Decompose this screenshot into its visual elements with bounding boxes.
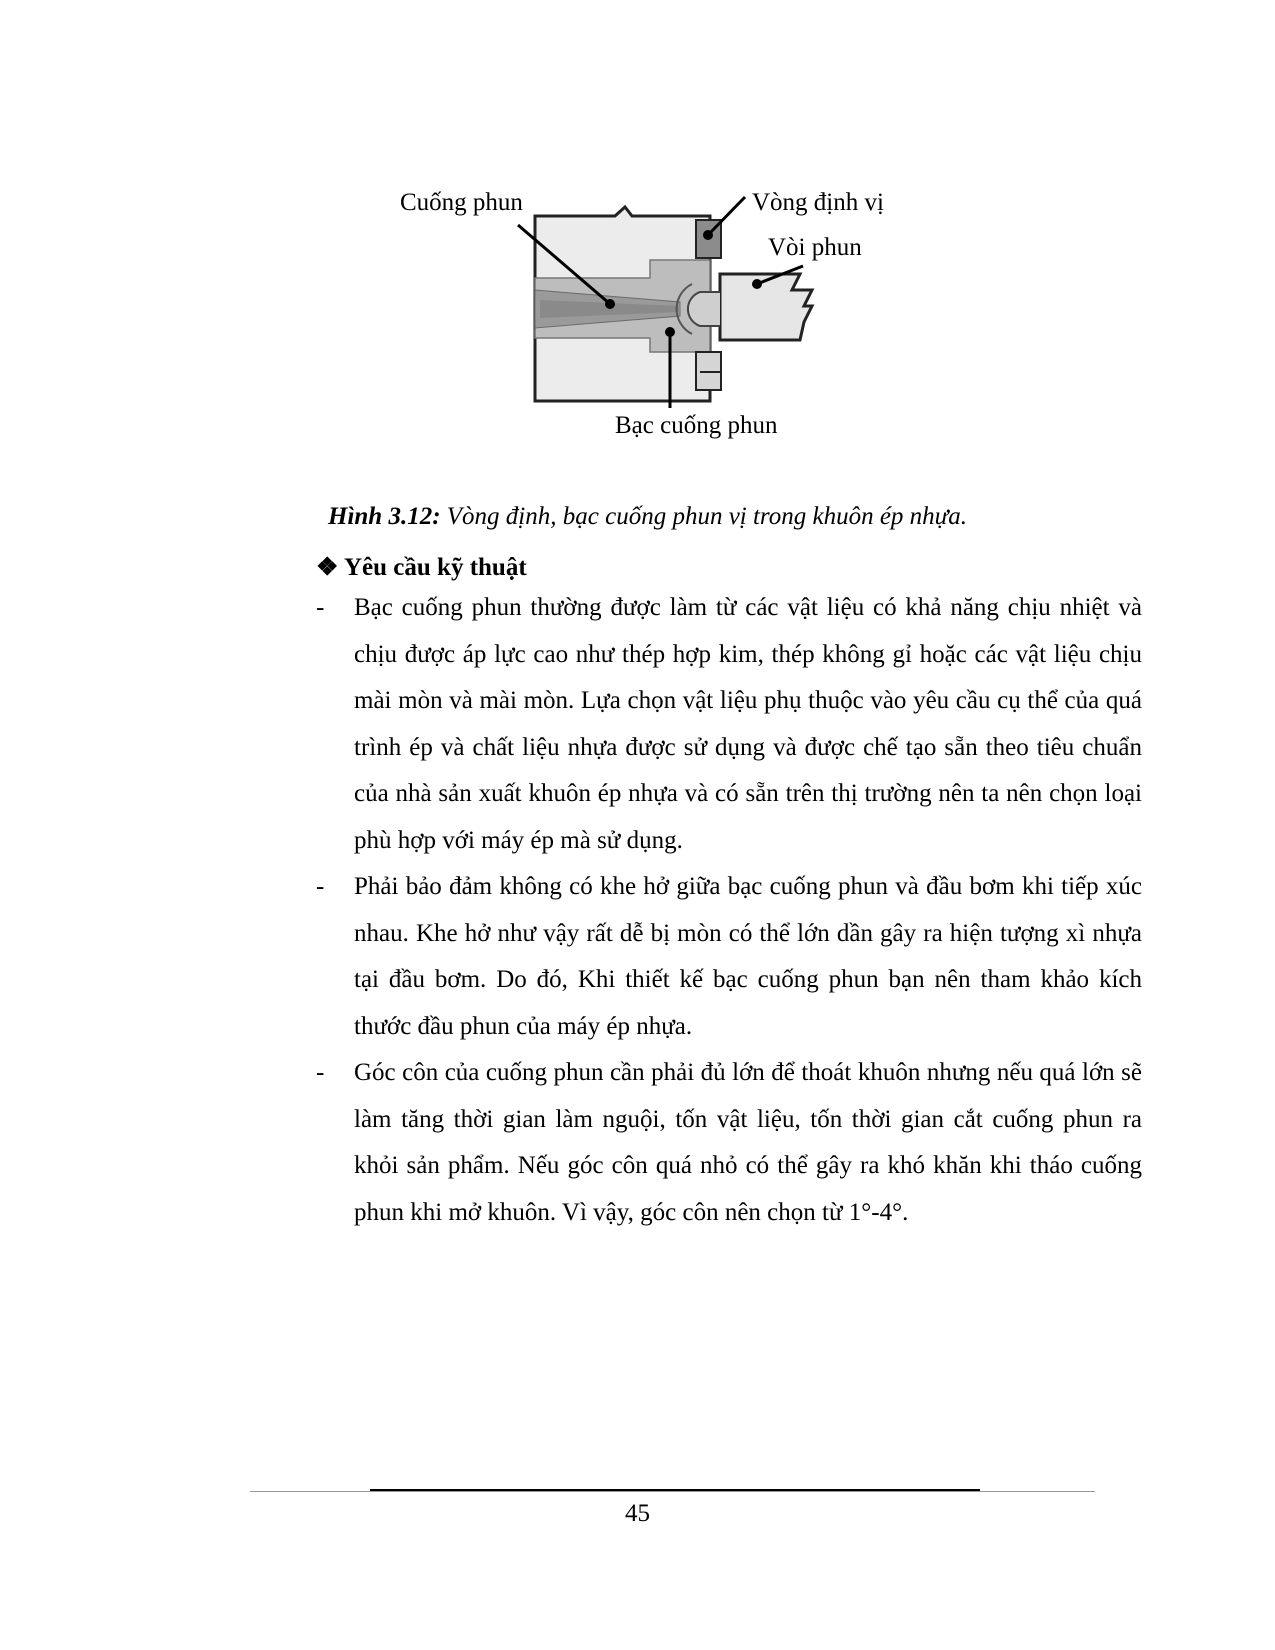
list-item (316, 585, 1142, 864)
dash-marker: - (316, 873, 325, 900)
list-item-text: Phải bảo đảm không có khe hở giữa bạc cuống phun và đầu bơm khi tiếp xúc nhau. Khe hở như vậy rất dễ bị mòn có thể lớn dần gây ra hiện tượng xì nhựa tại đầu bơm. Do đó, Khi thiết kế bạc cuống phun bạn nên tham khảo kích thước đầu phun của máy ép nhựa. (354, 873, 1142, 1040)
requirements-list (316, 585, 1142, 1236)
section-heading-text: Yêu cầu kỹ thuật (344, 554, 527, 581)
label-sprue: Cuống phun (400, 189, 523, 216)
caption-text: Vòng định, bạc cuống phun vị trong khuôn ép nhựa. (440, 503, 968, 530)
section-heading (316, 552, 527, 582)
list-item-text: Góc côn của cuống phun cần phải đủ lớn để thoát khuôn nhưng nếu quá lớn sẽ làm tăng thời gian làm nguội, tốn vật liệu, tốn thời gian cắt cuống phun ra khỏi sản phẩm. Nếu góc côn quá nhỏ có thể gây ra khó khăn khi tháo cuống phun khi mở khuôn. Vì vậy, góc côn nên chọn từ 1°-4°. (354, 1059, 1142, 1226)
figure-caption (328, 503, 967, 531)
list-item (316, 864, 1142, 1050)
dash-marker: - (316, 1059, 325, 1086)
label-nozzle: Vòi phun (768, 234, 862, 261)
list-item (316, 1050, 1142, 1236)
label-sprue-bushing: Bạc cuống phun (615, 412, 778, 439)
page-number: 45 (625, 1500, 650, 1527)
sprue-bushing-figure (400, 180, 920, 460)
footer-divider-thick (370, 1489, 980, 1491)
diamond-bullet-icon: ❖ (316, 554, 339, 581)
footer-divider-thin (250, 1491, 1095, 1492)
label-locating-ring: Vòng định vị (752, 189, 884, 216)
dash-marker: - (316, 594, 325, 621)
caption-label: Hình 3.12: (328, 503, 441, 530)
list-item-text: Bạc cuống phun thường được làm từ các vật liệu có khả năng chịu nhiệt và chịu được áp lực cao như thép hợp kim, thép không gỉ hoặc các vật liệu chịu mài mòn và mài mòn. Lựa chọn vật liệu phụ thuộc vào yêu cầu cụ thể của quá trình ép và chất liệu nhựa được sử dụng và được chế tạo sẵn theo tiêu chuẩn của nhà sản xuất khuôn ép nhựa và có sẵn trên thị trường nên ta nên chọn loại phù hợp với máy ép mà sử dụng. (354, 594, 1142, 854)
